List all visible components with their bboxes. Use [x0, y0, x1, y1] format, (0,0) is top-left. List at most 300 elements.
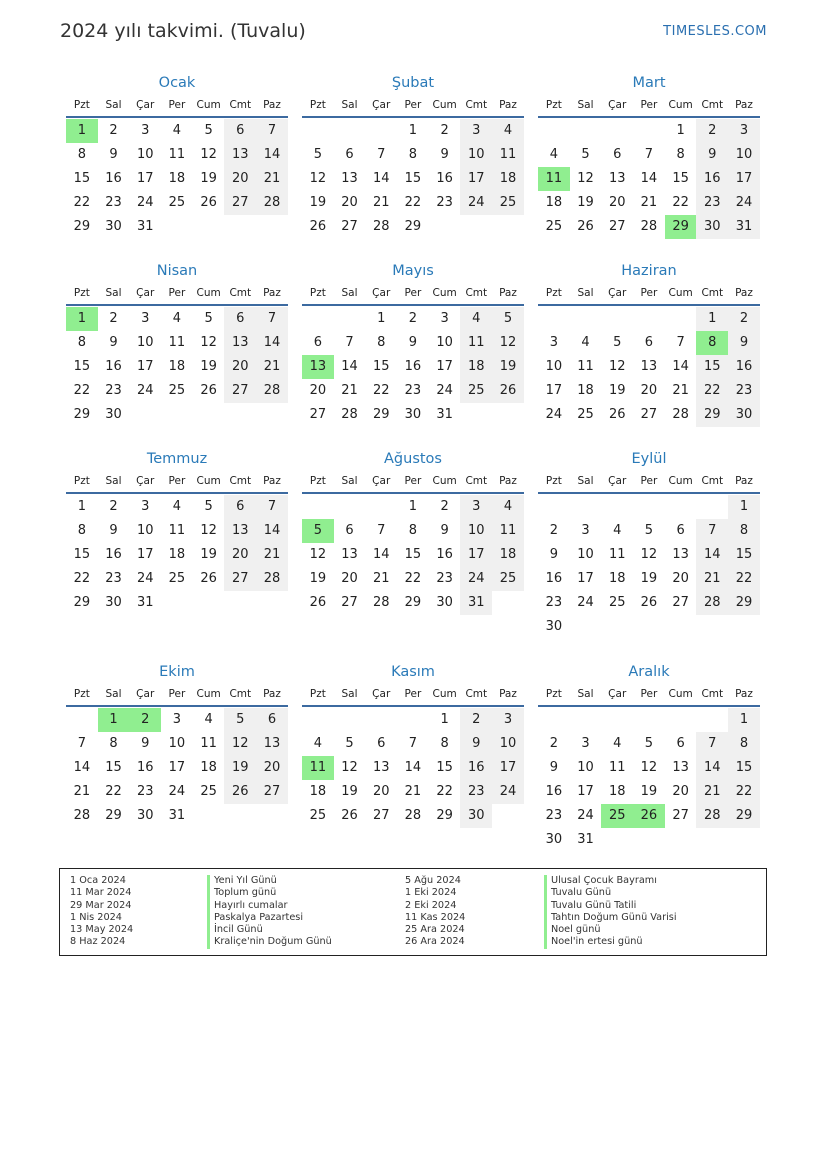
- day-cell[interactable]: 2: [440, 123, 449, 138]
- day-cell[interactable]: 19: [640, 571, 658, 586]
- day-cell[interactable]: 10: [460, 143, 492, 167]
- day-cell[interactable]: 21: [341, 383, 358, 398]
- day-cell[interactable]: 17: [492, 756, 524, 780]
- day-cell[interactable]: 29: [404, 219, 422, 234]
- day-cell[interactable]: 15: [728, 543, 760, 567]
- day-cell[interactable]: 6: [224, 307, 256, 331]
- day-cell[interactable]: 11: [302, 756, 334, 780]
- day-cell[interactable]: 27: [341, 219, 358, 234]
- day-cell[interactable]: 5: [613, 335, 622, 350]
- day-cell[interactable]: 17: [168, 760, 186, 775]
- day-cell[interactable]: 3: [141, 123, 150, 138]
- day-cell[interactable]: 31: [577, 832, 594, 847]
- day-cell[interactable]: 27: [608, 219, 626, 234]
- day-cell[interactable]: 1: [98, 708, 130, 732]
- day-cell[interactable]: 28: [672, 407, 689, 422]
- day-cell[interactable]: 27: [224, 191, 256, 215]
- day-cell[interactable]: 4: [172, 499, 182, 514]
- day-cell[interactable]: 17: [136, 547, 154, 562]
- day-cell[interactable]: 7: [377, 523, 386, 538]
- day-cell[interactable]: 24: [728, 191, 760, 215]
- day-cell[interactable]: 22: [404, 571, 422, 586]
- day-cell[interactable]: 2: [696, 119, 728, 143]
- day-cell[interactable]: 29: [436, 808, 453, 823]
- day-cell[interactable]: 9: [109, 523, 118, 538]
- day-cell[interactable]: 8: [408, 523, 418, 538]
- day-cell[interactable]: 16: [436, 547, 453, 562]
- day-cell[interactable]: 30: [105, 407, 122, 422]
- day-cell[interactable]: 16: [404, 359, 422, 374]
- day-cell[interactable]: 3: [492, 708, 524, 732]
- day-cell[interactable]: 7: [408, 736, 418, 751]
- day-cell[interactable]: 21: [696, 780, 728, 804]
- day-cell[interactable]: 7: [696, 519, 728, 543]
- day-cell[interactable]: 20: [341, 195, 358, 210]
- day-cell[interactable]: 13: [608, 171, 626, 186]
- day-cell[interactable]: 31: [728, 215, 760, 239]
- day-cell[interactable]: 4: [613, 523, 622, 538]
- day-cell[interactable]: 18: [309, 784, 327, 799]
- day-cell[interactable]: 18: [492, 543, 524, 567]
- day-cell[interactable]: 30: [696, 215, 728, 239]
- day-cell[interactable]: 26: [200, 383, 217, 398]
- day-cell[interactable]: 28: [372, 595, 390, 610]
- day-cell[interactable]: 17: [460, 543, 492, 567]
- day-cell[interactable]: 4: [172, 311, 182, 326]
- day-cell[interactable]: 22: [404, 195, 422, 210]
- day-cell[interactable]: 8: [77, 335, 86, 350]
- day-cell[interactable]: 16: [545, 571, 563, 586]
- day-cell[interactable]: 23: [436, 571, 453, 586]
- day-cell[interactable]: 25: [545, 219, 563, 234]
- day-cell[interactable]: 1: [77, 499, 86, 514]
- day-cell[interactable]: 19: [309, 571, 327, 586]
- day-cell[interactable]: 23: [136, 784, 154, 799]
- day-cell[interactable]: 1: [676, 123, 685, 138]
- day-cell[interactable]: 8: [77, 523, 86, 538]
- day-cell[interactable]: 13: [224, 519, 256, 543]
- day-cell[interactable]: 14: [341, 359, 358, 374]
- day-cell[interactable]: 26: [309, 219, 327, 234]
- day-cell[interactable]: 23: [728, 379, 760, 403]
- day-cell[interactable]: 13: [341, 171, 358, 186]
- day-cell[interactable]: 6: [224, 495, 256, 519]
- day-cell[interactable]: 13: [640, 359, 658, 374]
- day-cell[interactable]: 3: [440, 311, 449, 326]
- day-cell[interactable]: 13: [372, 760, 390, 775]
- day-cell[interactable]: 29: [372, 407, 390, 422]
- day-cell[interactable]: 16: [105, 359, 122, 374]
- day-cell[interactable]: 4: [492, 119, 524, 143]
- day-cell[interactable]: 1: [696, 307, 728, 331]
- day-cell[interactable]: 14: [256, 143, 288, 167]
- day-cell[interactable]: 20: [672, 571, 689, 586]
- day-cell[interactable]: 24: [492, 780, 524, 804]
- day-cell[interactable]: 6: [676, 736, 685, 751]
- day-cell[interactable]: 3: [141, 311, 150, 326]
- day-cell[interactable]: 11: [168, 523, 186, 538]
- day-cell[interactable]: 28: [696, 804, 728, 828]
- day-cell[interactable]: 23: [404, 383, 422, 398]
- day-cell[interactable]: 9: [109, 147, 118, 162]
- day-cell[interactable]: 14: [696, 543, 728, 567]
- day-cell[interactable]: 14: [404, 760, 422, 775]
- day-cell[interactable]: 20: [224, 543, 256, 567]
- day-cell[interactable]: 6: [313, 335, 322, 350]
- day-cell[interactable]: 23: [105, 383, 122, 398]
- day-cell[interactable]: 2: [728, 307, 760, 331]
- day-cell[interactable]: 11: [538, 167, 570, 191]
- day-cell[interactable]: 9: [109, 335, 118, 350]
- day-cell[interactable]: 21: [404, 784, 422, 799]
- day-cell[interactable]: 24: [545, 407, 563, 422]
- day-cell[interactable]: 16: [728, 355, 760, 379]
- day-cell[interactable]: 2: [440, 499, 449, 514]
- day-cell[interactable]: 30: [105, 595, 122, 610]
- day-cell[interactable]: 11: [168, 147, 186, 162]
- day-cell[interactable]: 18: [168, 547, 186, 562]
- day-cell[interactable]: 13: [256, 732, 288, 756]
- day-cell[interactable]: 5: [204, 311, 213, 326]
- day-cell[interactable]: 30: [404, 407, 422, 422]
- day-cell[interactable]: 19: [200, 171, 217, 186]
- day-cell[interactable]: 17: [545, 383, 563, 398]
- day-cell[interactable]: 11: [168, 335, 186, 350]
- day-cell[interactable]: 28: [256, 379, 288, 403]
- day-cell[interactable]: 3: [581, 736, 590, 751]
- day-cell[interactable]: 11: [492, 143, 524, 167]
- day-cell[interactable]: 13: [672, 547, 689, 562]
- day-cell[interactable]: 16: [436, 171, 453, 186]
- day-cell[interactable]: 8: [440, 736, 449, 751]
- day-cell[interactable]: 11: [577, 359, 594, 374]
- day-cell[interactable]: 5: [581, 147, 590, 162]
- day-cell[interactable]: 7: [256, 307, 288, 331]
- day-cell[interactable]: 27: [672, 808, 689, 823]
- day-cell[interactable]: 23: [436, 195, 453, 210]
- day-cell[interactable]: 22: [73, 383, 91, 398]
- day-cell[interactable]: 23: [545, 595, 563, 610]
- day-cell[interactable]: 30: [136, 808, 154, 823]
- day-cell[interactable]: 9: [549, 547, 558, 562]
- day-cell[interactable]: 29: [404, 595, 422, 610]
- day-cell[interactable]: 16: [545, 784, 563, 799]
- day-cell[interactable]: 31: [168, 808, 186, 823]
- day-cell[interactable]: 5: [345, 736, 354, 751]
- day-cell[interactable]: 21: [256, 543, 288, 567]
- day-cell[interactable]: 2: [408, 311, 418, 326]
- day-cell[interactable]: 11: [460, 331, 492, 355]
- day-cell[interactable]: 4: [460, 307, 492, 331]
- day-cell[interactable]: 29: [728, 804, 760, 828]
- day-cell[interactable]: 9: [408, 335, 418, 350]
- day-cell[interactable]: 17: [728, 167, 760, 191]
- day-cell[interactable]: 3: [172, 712, 182, 727]
- day-cell[interactable]: 26: [640, 595, 658, 610]
- day-cell[interactable]: 10: [460, 519, 492, 543]
- day-cell[interactable]: 23: [545, 808, 563, 823]
- day-cell[interactable]: 20: [224, 355, 256, 379]
- day-cell[interactable]: 26: [633, 804, 665, 828]
- day-cell[interactable]: 15: [728, 756, 760, 780]
- day-cell[interactable]: 8: [377, 335, 386, 350]
- day-cell[interactable]: 31: [136, 595, 154, 610]
- day-cell[interactable]: 26: [577, 219, 594, 234]
- day-cell[interactable]: 8: [408, 147, 418, 162]
- day-cell[interactable]: 9: [440, 523, 449, 538]
- day-cell[interactable]: 15: [404, 547, 422, 562]
- day-cell[interactable]: 25: [577, 407, 594, 422]
- day-cell[interactable]: 4: [172, 123, 182, 138]
- day-cell[interactable]: 17: [436, 359, 453, 374]
- day-cell[interactable]: 4: [492, 495, 524, 519]
- day-cell[interactable]: 1: [66, 119, 98, 143]
- day-cell[interactable]: 21: [372, 571, 390, 586]
- day-cell[interactable]: 20: [341, 571, 358, 586]
- day-cell[interactable]: 28: [73, 808, 91, 823]
- day-cell[interactable]: 10: [577, 547, 594, 562]
- day-cell[interactable]: 23: [105, 195, 122, 210]
- day-cell[interactable]: 22: [372, 383, 390, 398]
- day-cell[interactable]: 27: [224, 567, 256, 591]
- day-cell[interactable]: 15: [696, 355, 728, 379]
- day-cell[interactable]: 29: [105, 808, 122, 823]
- day-cell[interactable]: 5: [313, 147, 322, 162]
- day-cell[interactable]: 28: [256, 567, 288, 591]
- day-cell[interactable]: 8: [676, 147, 685, 162]
- day-cell[interactable]: 22: [436, 784, 453, 799]
- day-cell[interactable]: 14: [256, 331, 288, 355]
- day-cell[interactable]: 2: [549, 523, 558, 538]
- day-cell[interactable]: 10: [136, 147, 154, 162]
- day-cell[interactable]: 5: [302, 519, 334, 543]
- day-cell[interactable]: 13: [224, 331, 256, 355]
- day-cell[interactable]: 11: [492, 519, 524, 543]
- day-cell[interactable]: 7: [696, 732, 728, 756]
- day-cell[interactable]: 26: [200, 571, 217, 586]
- day-cell[interactable]: 3: [581, 523, 590, 538]
- day-cell[interactable]: 15: [105, 760, 122, 775]
- day-cell[interactable]: 18: [168, 359, 186, 374]
- day-cell[interactable]: 16: [105, 547, 122, 562]
- day-cell[interactable]: 18: [608, 784, 626, 799]
- day-cell[interactable]: 28: [696, 591, 728, 615]
- day-cell[interactable]: 13: [302, 355, 334, 379]
- day-cell[interactable]: 25: [460, 379, 492, 403]
- day-cell[interactable]: 25: [492, 191, 524, 215]
- day-cell[interactable]: 25: [608, 595, 626, 610]
- day-cell[interactable]: 7: [377, 147, 386, 162]
- day-cell[interactable]: 28: [372, 219, 390, 234]
- day-cell[interactable]: 12: [309, 171, 327, 186]
- day-cell[interactable]: 29: [728, 591, 760, 615]
- day-cell[interactable]: 23: [696, 191, 728, 215]
- day-cell[interactable]: 18: [168, 171, 186, 186]
- day-cell[interactable]: 20: [608, 195, 626, 210]
- day-cell[interactable]: 19: [224, 756, 256, 780]
- day-cell[interactable]: 29: [73, 595, 91, 610]
- day-cell[interactable]: 12: [492, 331, 524, 355]
- day-cell[interactable]: 24: [136, 571, 154, 586]
- day-cell[interactable]: 15: [73, 171, 91, 186]
- day-cell[interactable]: 1: [408, 123, 418, 138]
- day-cell[interactable]: 19: [309, 195, 327, 210]
- day-cell[interactable]: 18: [492, 167, 524, 191]
- day-cell[interactable]: 30: [545, 832, 563, 847]
- day-cell[interactable]: 6: [345, 147, 354, 162]
- day-cell[interactable]: 6: [256, 708, 288, 732]
- day-cell[interactable]: 19: [341, 784, 358, 799]
- day-cell[interactable]: 5: [224, 708, 256, 732]
- day-cell[interactable]: 31: [136, 219, 154, 234]
- day-cell[interactable]: 5: [204, 123, 213, 138]
- day-cell[interactable]: 15: [436, 760, 453, 775]
- day-cell[interactable]: 21: [256, 167, 288, 191]
- day-cell[interactable]: 24: [460, 567, 492, 591]
- day-cell[interactable]: 12: [341, 760, 358, 775]
- day-cell[interactable]: 22: [696, 379, 728, 403]
- day-cell[interactable]: 5: [204, 499, 213, 514]
- day-cell[interactable]: 11: [608, 547, 626, 562]
- day-cell[interactable]: 30: [460, 804, 492, 828]
- day-cell[interactable]: 30: [436, 595, 453, 610]
- day-cell[interactable]: 12: [200, 523, 217, 538]
- day-cell[interactable]: 29: [73, 219, 91, 234]
- day-cell[interactable]: 18: [577, 383, 594, 398]
- day-cell[interactable]: 10: [168, 736, 186, 751]
- day-cell[interactable]: 29: [665, 215, 697, 239]
- day-cell[interactable]: 22: [73, 195, 91, 210]
- day-cell[interactable]: 11: [608, 760, 626, 775]
- day-cell[interactable]: 30: [545, 619, 563, 634]
- day-cell[interactable]: 28: [640, 219, 658, 234]
- day-cell[interactable]: 4: [613, 736, 622, 751]
- day-cell[interactable]: 2: [109, 499, 118, 514]
- day-cell[interactable]: 6: [345, 523, 354, 538]
- day-cell[interactable]: 30: [728, 403, 760, 427]
- day-cell[interactable]: 23: [460, 780, 492, 804]
- day-cell[interactable]: 12: [200, 147, 217, 162]
- day-cell[interactable]: 31: [460, 591, 492, 615]
- day-cell[interactable]: 14: [640, 171, 658, 186]
- day-cell[interactable]: 7: [676, 335, 685, 350]
- day-cell[interactable]: 1: [728, 708, 760, 732]
- day-cell[interactable]: 15: [672, 171, 689, 186]
- day-cell[interactable]: 29: [696, 403, 728, 427]
- day-cell[interactable]: 14: [696, 756, 728, 780]
- day-cell[interactable]: 10: [436, 335, 453, 350]
- day-cell[interactable]: 31: [436, 407, 453, 422]
- day-cell[interactable]: 10: [492, 732, 524, 756]
- day-cell[interactable]: 7: [256, 119, 288, 143]
- day-cell[interactable]: 19: [200, 359, 217, 374]
- day-cell[interactable]: 7: [345, 335, 354, 350]
- day-cell[interactable]: 27: [640, 407, 658, 422]
- day-cell[interactable]: 4: [313, 736, 322, 751]
- day-cell[interactable]: 15: [404, 171, 422, 186]
- day-cell[interactable]: 18: [200, 760, 217, 775]
- day-cell[interactable]: 25: [168, 383, 186, 398]
- day-cell[interactable]: 21: [672, 383, 689, 398]
- day-cell[interactable]: 2: [129, 708, 161, 732]
- day-cell[interactable]: 19: [608, 383, 626, 398]
- day-cell[interactable]: 25: [168, 195, 186, 210]
- day-cell[interactable]: 22: [728, 780, 760, 804]
- day-cell[interactable]: 27: [309, 407, 327, 422]
- day-cell[interactable]: 16: [105, 171, 122, 186]
- day-cell[interactable]: 2: [109, 311, 118, 326]
- day-cell[interactable]: 17: [577, 784, 594, 799]
- day-cell[interactable]: 9: [141, 736, 150, 751]
- day-cell[interactable]: 5: [644, 523, 654, 538]
- day-cell[interactable]: 12: [640, 760, 658, 775]
- day-cell[interactable]: 3: [728, 119, 760, 143]
- day-cell[interactable]: 27: [372, 808, 390, 823]
- day-cell[interactable]: 17: [577, 571, 594, 586]
- day-cell[interactable]: 25: [200, 784, 217, 799]
- day-cell[interactable]: 13: [224, 143, 256, 167]
- day-cell[interactable]: 26: [492, 379, 524, 403]
- day-cell[interactable]: 20: [309, 383, 327, 398]
- day-cell[interactable]: 26: [224, 780, 256, 804]
- day-cell[interactable]: 9: [440, 147, 449, 162]
- day-cell[interactable]: 6: [644, 335, 654, 350]
- day-cell[interactable]: 25: [492, 567, 524, 591]
- day-cell[interactable]: 18: [545, 195, 563, 210]
- day-cell[interactable]: 24: [460, 191, 492, 215]
- day-cell[interactable]: 21: [256, 355, 288, 379]
- day-cell[interactable]: 21: [640, 195, 658, 210]
- day-cell[interactable]: 21: [73, 784, 91, 799]
- day-cell[interactable]: 9: [460, 732, 492, 756]
- day-cell[interactable]: 12: [309, 547, 327, 562]
- day-cell[interactable]: 27: [672, 595, 689, 610]
- day-cell[interactable]: 19: [640, 784, 658, 799]
- day-cell[interactable]: 17: [136, 359, 154, 374]
- day-cell[interactable]: 20: [224, 167, 256, 191]
- day-cell[interactable]: 21: [372, 195, 390, 210]
- day-cell[interactable]: 5: [492, 307, 524, 331]
- day-cell[interactable]: 6: [676, 523, 685, 538]
- day-cell[interactable]: 9: [696, 143, 728, 167]
- day-cell[interactable]: 1: [440, 712, 449, 727]
- day-cell[interactable]: 2: [460, 708, 492, 732]
- day-cell[interactable]: 9: [549, 760, 558, 775]
- day-cell[interactable]: 3: [141, 499, 150, 514]
- day-cell[interactable]: 8: [696, 331, 728, 355]
- day-cell[interactable]: 22: [73, 571, 91, 586]
- day-cell[interactable]: 25: [168, 571, 186, 586]
- day-cell[interactable]: 27: [341, 595, 358, 610]
- day-cell[interactable]: 3: [460, 119, 492, 143]
- day-cell[interactable]: 28: [341, 407, 358, 422]
- day-cell[interactable]: 1: [728, 495, 760, 519]
- day-cell[interactable]: 18: [460, 355, 492, 379]
- day-cell[interactable]: 12: [577, 171, 594, 186]
- day-cell[interactable]: 16: [460, 756, 492, 780]
- day-cell[interactable]: 15: [73, 359, 91, 374]
- day-cell[interactable]: 7: [77, 736, 86, 751]
- day-cell[interactable]: 8: [728, 519, 760, 543]
- day-cell[interactable]: 10: [136, 523, 154, 538]
- day-cell[interactable]: 12: [608, 359, 626, 374]
- day-cell[interactable]: 8: [728, 732, 760, 756]
- day-cell[interactable]: 12: [200, 335, 217, 350]
- day-cell[interactable]: 10: [136, 335, 154, 350]
- day-cell[interactable]: 25: [601, 804, 633, 828]
- day-cell[interactable]: 20: [372, 784, 390, 799]
- day-cell[interactable]: 1: [408, 499, 418, 514]
